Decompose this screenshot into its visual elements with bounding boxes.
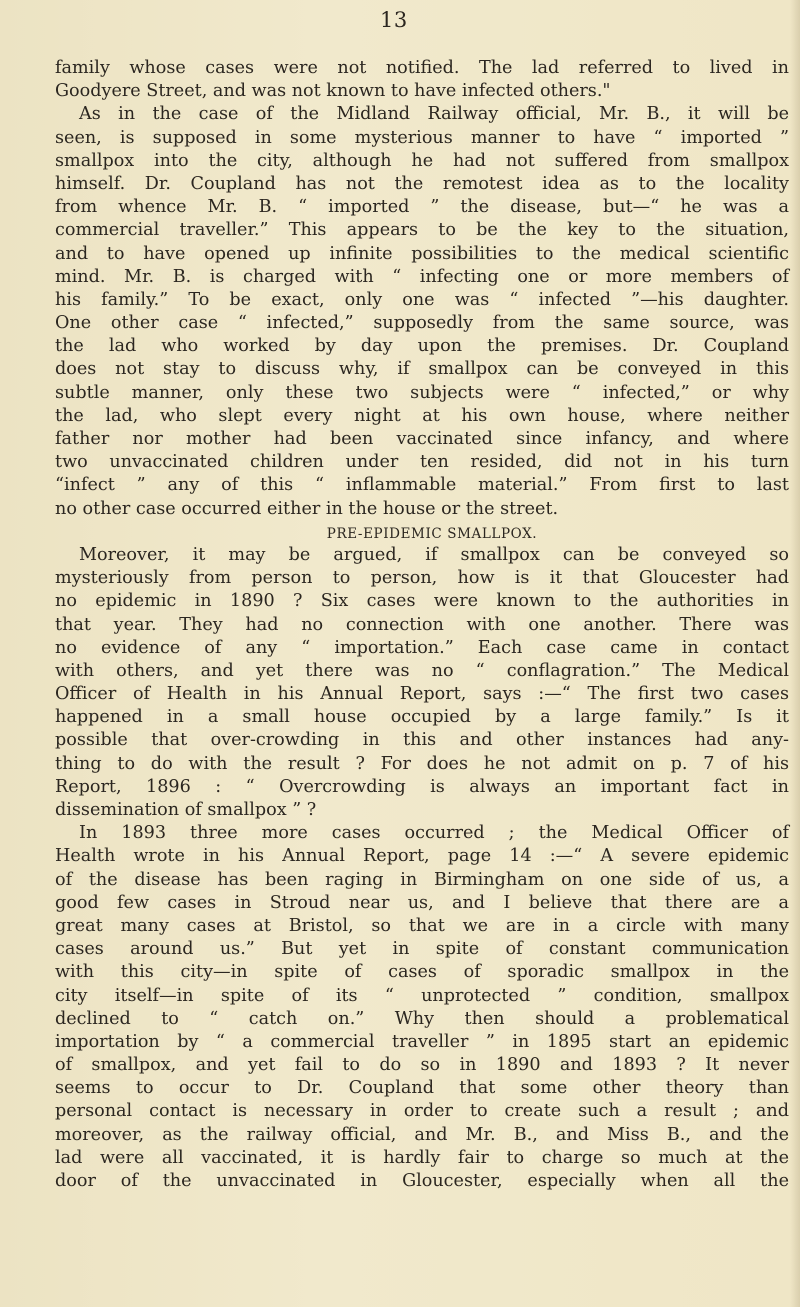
text-line: door of the unvaccinated in Gloucester, especially when all the: [55, 1171, 789, 1191]
text-line: Officer of Health in his Annual Report, says :—“ The first two cases: [55, 684, 789, 705]
text-line: no epidemic in 1890 ? Six cases were known to the authorities in: [55, 591, 789, 612]
text-line: smallpox into the city, although he had not suffered from smallpox: [55, 150, 789, 171]
text-line: One other case “ infected,” supposedly from the same source, was: [55, 313, 789, 334]
text-line: great many cases at Bristol, so that we are in a circle with many: [55, 915, 789, 936]
text-line: mind. Mr. B. is charged with “ infecting one or more members of: [55, 266, 789, 287]
text-line: declined to “ catch on.” Why then should a problematical: [55, 1008, 789, 1029]
text-line: As in the case of the Midland Railway official, Mr. B., it will be: [79, 104, 789, 125]
page-number: 13: [380, 8, 408, 32]
text-line: Health wrote in his Annual Report, page 14 :—“ A severe epidemic: [55, 846, 789, 867]
text-line: city itself—in spite of its “ unprotected ” condition, smallpox: [55, 985, 789, 1006]
text-line: Moreover, it may be argued, if smallpox can be conveyed so: [79, 544, 789, 565]
text-line: Goodyere Street, and was not known to have infected others.": [55, 81, 611, 102]
text-line: happened in a small house occupied by a large family.” Is it: [55, 707, 789, 728]
text-line: no other case occurred either in the house or the street.: [55, 498, 559, 519]
text-line: In 1893 three more cases occurred ; the Medical Officer of: [79, 823, 789, 844]
text-line: “infect ” any of this “ inflammable material.” From first to last: [55, 475, 789, 496]
text-line: moreover, as the railway official, and Mr. B., and Miss B., and the: [55, 1124, 789, 1145]
text-line: with this city—in spite of cases of sporadic smallpox in the: [55, 962, 789, 983]
text-line: himself. Dr. Coupland has not the remotest idea as to the locality: [55, 173, 789, 194]
text-line: lad were all vaccinated, it is hardly fair to charge so much at the: [55, 1147, 789, 1168]
text-line: of the disease has been raging in Birmingham on one side of us, a: [55, 869, 789, 890]
text-line: seems to occur to Dr. Coupland that some other theory than: [55, 1078, 789, 1099]
text-line: two unvaccinated children under ten resided, did not in his turn: [55, 452, 789, 473]
section-heading: PRE-EPIDEMIC SMALLPOX.: [326, 525, 538, 542]
text-line: his family.” To be exact, only one was “ infected ”—his daughter.: [55, 289, 789, 310]
text-line: good few cases in Stroud near us, and I believe that there are a: [55, 892, 789, 913]
text-line: of smallpox, and yet fail to do so in 1890 and 1893 ? It never: [55, 1055, 789, 1076]
text-line: from whence Mr. B. “ imported ” the disease, but—“ he was a: [55, 197, 789, 218]
text-line: that year. They had no connection with one another. There was: [55, 614, 789, 635]
text-line: commercial traveller.” This appears to be the key to the situation,: [55, 220, 789, 241]
text-line: family whose cases were not notified. The lad referred to lived in: [55, 58, 789, 78]
text-line: does not stay to discuss why, if smallpox can be conveyed in this: [55, 359, 789, 380]
text-line: subtle manner, only these two subjects were “ infected,” or why: [55, 382, 789, 403]
text-line: cases around us.” But yet in spite of constant communication: [55, 939, 789, 960]
text-line: with others, and yet there was no “ conflagration.” The Medical: [55, 660, 789, 681]
text-line: possible that over-crowding in this and other instances had any-: [55, 730, 789, 751]
text-line: the lad, who slept every night at his own house, where neither: [55, 405, 789, 426]
text-line: Report, 1896 : “ Overcrowding is always an important fact in: [55, 776, 789, 797]
text-line: the lad who worked by day upon the premises. Dr. Coupland: [55, 336, 789, 357]
text-line: dissemination of smallpox ” ?: [55, 800, 317, 820]
text-line: and to have opened up infinite possibilities to the medical scientific: [55, 243, 789, 264]
body-text: [55, 57, 789, 1193]
text-line: no evidence of any “ importation.” Each case came in contact: [55, 637, 789, 658]
page-edge-shadow: [790, 0, 800, 1307]
text-line: thing to do with the result ? For does he not admit on p. 7 of his: [55, 753, 789, 774]
text-line: mysteriously from person to person, how is it that Gloucester had: [55, 568, 789, 589]
text-line: seen, is supposed in some mysterious manner to have “ imported ”: [55, 127, 789, 148]
text-line: importation by “ a commercial traveller ” in 1895 start an epidemic: [55, 1031, 789, 1052]
text-line: personal contact is necessary in order to create such a result ; and: [55, 1101, 789, 1122]
text-line: father nor mother had been vaccinated since infancy, and where: [55, 429, 789, 449]
